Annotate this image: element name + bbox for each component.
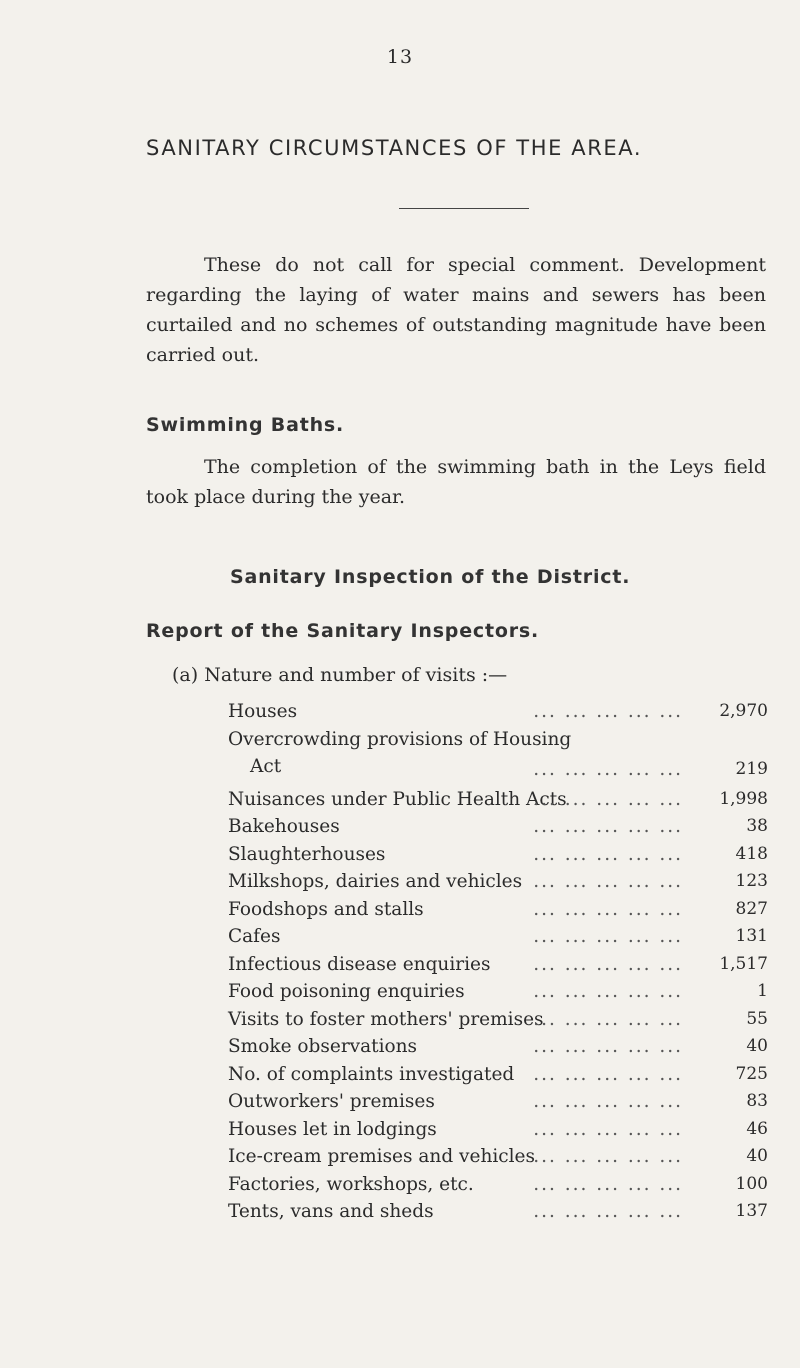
visits-row bbox=[228, 841, 768, 869]
main-heading: SANITARY CIRCUMSTANCES OF THE AREA. bbox=[146, 136, 643, 160]
leader-dots: ... ... ... ... ... bbox=[533, 701, 683, 722]
visits-row bbox=[228, 1198, 768, 1226]
visit-label: Houses bbox=[228, 701, 298, 722]
leader-dots: ... ... ... ... ... bbox=[533, 1173, 683, 1195]
leader-dots: ... ... ... ... ... bbox=[533, 816, 683, 837]
visits-row bbox=[228, 786, 768, 814]
leader-dots: ... ... ... ... ... bbox=[533, 1118, 683, 1140]
leader-dots: ... ... ... ... ... bbox=[533, 953, 683, 975]
leader-dots: ... ... ... ... ... bbox=[533, 788, 683, 810]
visit-count: 100 bbox=[735, 1173, 768, 1194]
leader-dots: ... ... ... ... ... bbox=[533, 1091, 683, 1112]
visit-label: Factories, workshops, etc. bbox=[228, 1173, 474, 1195]
visits-row bbox=[228, 698, 768, 726]
visit-label: Outworkers' premises bbox=[228, 1091, 435, 1112]
visits-row bbox=[228, 1143, 768, 1171]
visit-count: 2,970 bbox=[719, 701, 768, 721]
visit-count: 219 bbox=[735, 758, 768, 779]
visits-row bbox=[228, 813, 768, 841]
visit-count: 123 bbox=[735, 871, 768, 891]
visit-label-line2: Act bbox=[250, 755, 282, 777]
leader-dots: ... ... ... ... ... bbox=[533, 758, 683, 780]
visit-count: 131 bbox=[735, 926, 768, 946]
intro-paragraph: These do not call for special comment. Development regarding the laying of water mains and sewers has been curtailed and no schemes of outstanding magnitude have been carried out. bbox=[146, 254, 766, 366]
visits-row bbox=[228, 923, 768, 951]
visits-row bbox=[228, 1171, 768, 1199]
leader-dots: ... ... ... ... ... bbox=[533, 926, 683, 947]
visit-count: 1,517 bbox=[719, 953, 768, 974]
leader-dots: ... ... ... ... ... bbox=[533, 843, 683, 865]
visit-count: 38 bbox=[746, 816, 768, 836]
visits-row bbox=[228, 1006, 768, 1034]
visits-row bbox=[228, 726, 768, 786]
visit-count: 46 bbox=[746, 1118, 768, 1139]
visit-label: Houses let in lodgings bbox=[228, 1118, 437, 1140]
visit-count: 137 bbox=[735, 1201, 768, 1221]
visit-count: 1,998 bbox=[719, 788, 768, 809]
visit-label: Visits to foster mothers' premises bbox=[228, 1008, 544, 1030]
visit-label: Milkshops, dairies and vehicles bbox=[228, 871, 523, 892]
visit-count: 83 bbox=[746, 1091, 768, 1111]
visit-label: Smoke observations bbox=[228, 1036, 418, 1057]
swimming-baths-heading: Swimming Baths. bbox=[146, 414, 345, 436]
visit-count: 827 bbox=[735, 898, 768, 919]
visit-label: Nuisances under Public Health Acts bbox=[228, 788, 567, 810]
visit-label: Ice-cream premises and vehicles bbox=[228, 1146, 536, 1167]
visit-label: Foodshops and stalls bbox=[228, 898, 424, 920]
leader-dots: ... ... ... ... ... bbox=[533, 871, 683, 892]
visit-label: Bakehouses bbox=[228, 816, 340, 837]
visit-count: 1 bbox=[757, 981, 768, 1001]
visits-row bbox=[228, 1088, 768, 1116]
visits-table bbox=[228, 698, 768, 1226]
leader-dots: ... ... ... ... ... bbox=[533, 981, 683, 1002]
leader-dots: ... ... ... ... ... bbox=[533, 1036, 683, 1057]
visits-row bbox=[228, 1061, 768, 1089]
visit-count: 40 bbox=[746, 1146, 768, 1166]
visit-count: 40 bbox=[746, 1036, 768, 1056]
visits-row bbox=[228, 868, 768, 896]
visit-label: Infectious disease enquiries bbox=[228, 953, 491, 975]
visits-row bbox=[228, 978, 768, 1006]
heading-divider bbox=[399, 208, 529, 209]
report-heading: Report of the Sanitary Inspectors. bbox=[146, 620, 539, 642]
visit-count: 418 bbox=[735, 843, 768, 864]
visits-row bbox=[228, 1033, 768, 1061]
inspection-heading: Sanitary Inspection of the District. bbox=[230, 566, 631, 588]
swimming-baths-paragraph: The completion of the swimming bath in the Leys field took place during the year. bbox=[146, 456, 766, 508]
visits-row bbox=[228, 1116, 768, 1144]
leader-dots: ... ... ... ... ... bbox=[533, 1146, 683, 1167]
leader-dots: ... ... ... ... ... bbox=[533, 1063, 683, 1085]
visit-count: 725 bbox=[735, 1063, 768, 1084]
leader-dots: ... ... ... ... ... bbox=[533, 898, 683, 920]
leader-dots: ... ... ... ... ... bbox=[533, 1008, 683, 1030]
visit-label: No. of complaints investigated bbox=[228, 1063, 515, 1085]
leader-dots: ... ... ... ... ... bbox=[533, 1201, 683, 1222]
visit-label: Cafes bbox=[228, 926, 281, 947]
visit-label: Tents, vans and sheds bbox=[228, 1201, 434, 1222]
visit-label-line1: Overcrowding provisions of Housing bbox=[228, 728, 572, 750]
visit-label: Slaughterhouses bbox=[228, 843, 386, 865]
visits-row bbox=[228, 951, 768, 979]
page-number: 13 bbox=[386, 46, 414, 68]
visits-intro: (a) Nature and number of visits :— bbox=[172, 664, 508, 686]
visit-label: Food poisoning enquiries bbox=[228, 981, 465, 1002]
visits-row bbox=[228, 896, 768, 924]
visit-count: 55 bbox=[746, 1008, 768, 1029]
